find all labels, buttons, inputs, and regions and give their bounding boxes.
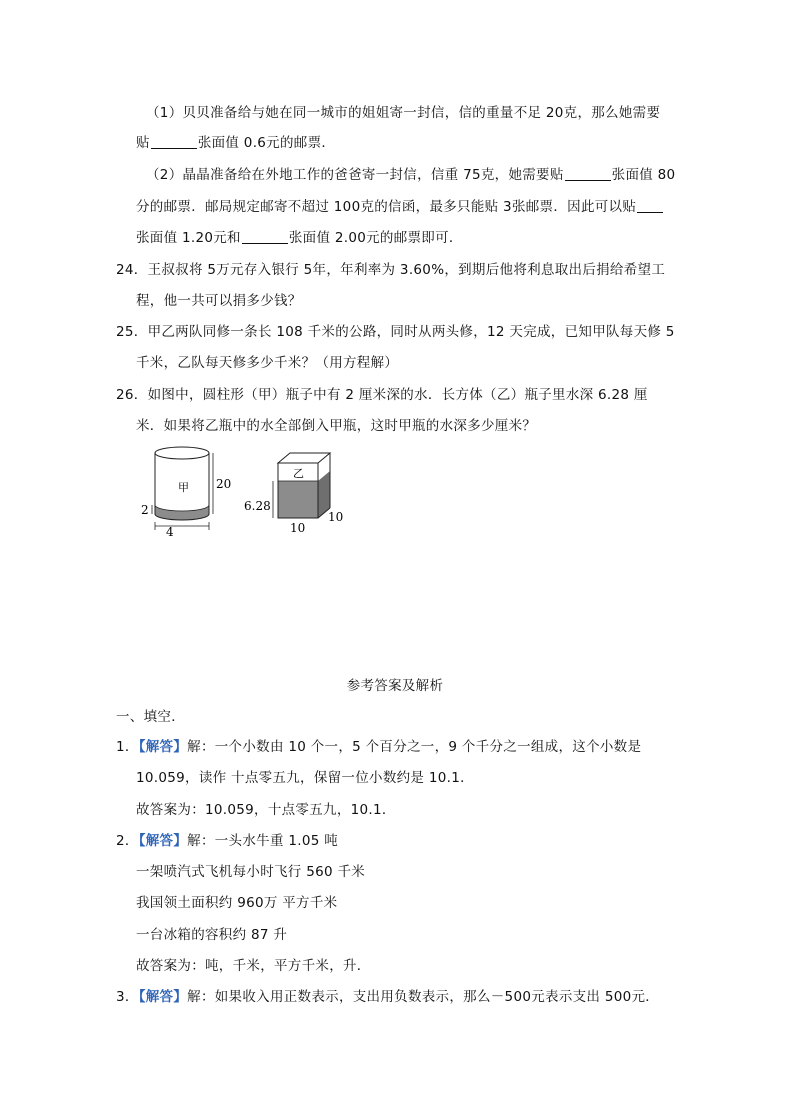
answers-title: 参考答案及解析: [346, 678, 444, 694]
answers-section-heading: 一、填空．: [116, 709, 185, 725]
q23-text: 张面值 1.20元和: [136, 230, 241, 246]
q23-part1-line2: [136, 134, 335, 152]
q25-line2: 千米，乙队每天修多少千米？（用方程解）: [136, 355, 399, 371]
q23-part2-line3: [136, 229, 463, 247]
cuboid-depth-label: 10: [328, 510, 344, 524]
cuboid-label: 乙: [293, 467, 304, 480]
q23-part1-line1: （1）贝贝准备给与她在同一城市的姐姐寄一封信，信的重量不足 20克，那么她需要: [146, 105, 661, 121]
q23-text: 张面值 80: [611, 167, 676, 183]
q24-line1: 24．王叔叔将 5万元存入银行 5年，年利率为 3.60%，到期后他将利息取出后捐给希望工: [116, 262, 666, 278]
solution-tag: 【解答】: [138, 833, 188, 849]
answer-number: 3．: [116, 989, 139, 1005]
q23-text: 张面值 0.6元的邮票．: [197, 135, 336, 151]
answer-2-line5: 故答案为：吨，千米，平方千米，升．: [136, 958, 371, 974]
q23-text: 分的邮票．邮局规定邮寄不超过 100克的信函，最多只能贴 3张邮票．因此可以贴: [136, 199, 637, 215]
q26-line2: 米．如果将乙瓶中的水全部倒入甲瓶，这时甲瓶的水深多少厘米？: [136, 418, 537, 434]
answer-blank: [242, 229, 288, 244]
answer-blank: [637, 198, 663, 213]
solution-tag: 【解答】: [138, 739, 188, 755]
cuboid-water-label: 6.28: [244, 499, 271, 513]
solution-tag: 【解答】: [138, 989, 188, 1005]
answer-2-line4: 一台冰箱的容积约 87 升: [136, 927, 288, 943]
cylinder-water-label: 2: [141, 503, 149, 517]
cylinder-water: [155, 505, 209, 520]
answer-2-line3: 我国领土面积约 960万 平方千米: [136, 895, 338, 911]
q23-text: 张面值 2.00元的邮票即可．: [288, 230, 463, 246]
q23-text: 贴: [136, 135, 150, 151]
q23-part2-line1: [146, 166, 675, 184]
answer-text: 解：如果收入用正数表示，支出用负数表示，那么－500元表示支出 500元．: [187, 989, 660, 1005]
q23-part2-line2: [136, 198, 664, 216]
answer-1-line3: 故答案为：10.059，十点零五九，10.1．: [136, 802, 396, 818]
cuboid-water-front: [278, 481, 318, 518]
q25-line1: 25．甲乙两队同修一条长 108 千米的公路，同时从两头修，12 天完成，已知甲队每天修 5: [116, 324, 675, 340]
answer-text: 解：一个小数由 10 个一，5 个百分之一，9 个千分之一组成，这个小数是: [187, 739, 642, 755]
q26-line1: 26．如图中，圆柱形（甲）瓶子中有 2 厘米深的水．长方体（乙）瓶子里水深 6.28 厘: [116, 387, 648, 403]
q24-line2: 程，他一共可以捐多少钱？: [136, 293, 302, 309]
answer-2-line2: 一架喷汽式飞机每小时飞行 560 千米: [136, 864, 366, 880]
q26-figure: [138, 440, 358, 540]
cylinder-label: 甲: [178, 481, 189, 494]
q23-text: （2）晶晶准备给在外地工作的爸爸寄一封信，信重 75克，她需要贴: [146, 167, 564, 183]
cylinder-diameter-label: 4: [166, 525, 174, 539]
answer-blank: [151, 134, 197, 149]
cylinder-height-label: 20: [216, 477, 232, 491]
cuboid-width-label: 10: [290, 521, 306, 535]
answer-1-line1: [116, 738, 641, 756]
answer-blank: [565, 166, 611, 181]
answer-number: 2．: [116, 833, 139, 849]
answer-1-line2: 10.059，读作 十点零五九，保留一位小数约是 10.1．: [136, 770, 474, 786]
answer-number: 1．: [116, 739, 139, 755]
cylinder-jia: [141, 447, 231, 539]
answer-2-line1: [116, 832, 338, 850]
answer-text: 解：一头水牛重 1.05 吨: [187, 833, 338, 849]
answer-3-line1: [116, 988, 659, 1006]
cuboid-yi: [244, 453, 343, 535]
